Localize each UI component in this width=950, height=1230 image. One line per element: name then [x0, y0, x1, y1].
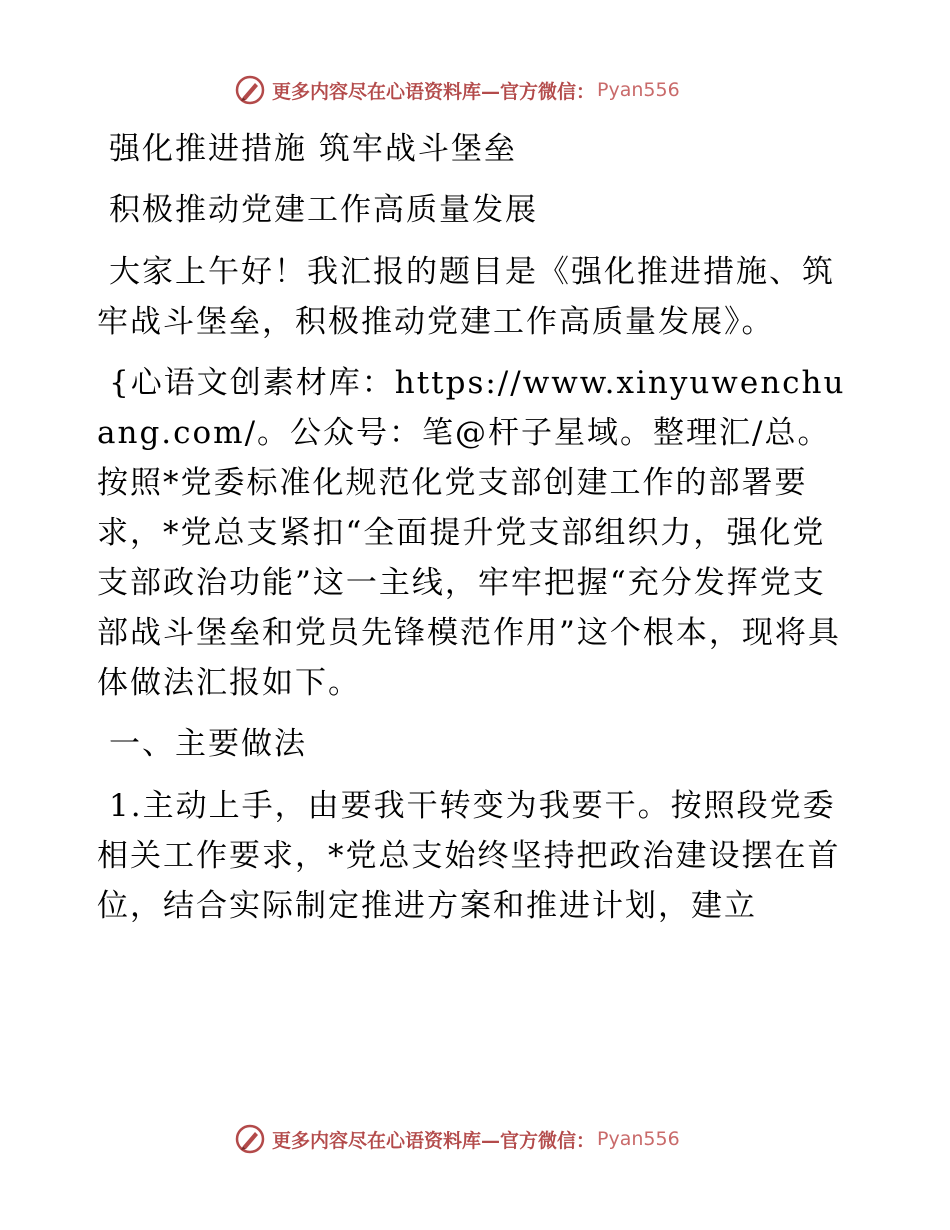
watermark-text: 更多内容尽在心语资料库—官方微信： [272, 80, 596, 103]
document-body [97, 124, 857, 931]
item-1-paragraph [97, 781, 857, 931]
greeting-paragraph [97, 247, 857, 347]
watermark-contact: Pyan556 [597, 1128, 680, 1150]
section-heading: 一、主要做法 [109, 726, 307, 762]
item-1-text: 1.主动上手，由要我干转变为我要干。按照段党委相关工作要求，*党总支始终坚持把政治建设摆在首位，结合实际制定推进方案和推进计划，建立 [97, 788, 841, 924]
greeting-text: 大家上午好！我汇报的题目是《强化推进措施、筑牢战斗堡垒，积极推动党建工作高质量发展》。 [97, 254, 835, 340]
footer-watermark [234, 1122, 680, 1156]
title-line-1: 强化推进措施 筑牢战斗堡垒 [109, 131, 517, 167]
intro-text: {心语文创素材库：https://www.xinyuwenchuang.com/。公众号：笔@杆子星域。整理汇/总。按照*党委标准化规范化党支部创建工作的部署要求，*党总支紧扣“全面提升党支部组织力，强化党支部政治功能”这一主线，牢牢把握“充分发挥党支部战斗堡垒和党员先锋模范作用”这个根本，现将具体做法汇报如下。 [97, 365, 846, 701]
watermark-text: 更多内容尽在心语资料库—官方微信： [272, 1129, 596, 1152]
watermark-contact: Pyan556 [597, 79, 680, 101]
pen-logo-icon [234, 74, 266, 106]
title-line-2: 积极推动党建工作高质量发展 [109, 192, 538, 228]
intro-paragraph [97, 358, 857, 708]
header-watermark [234, 73, 680, 107]
pen-logo-icon [234, 1123, 266, 1155]
